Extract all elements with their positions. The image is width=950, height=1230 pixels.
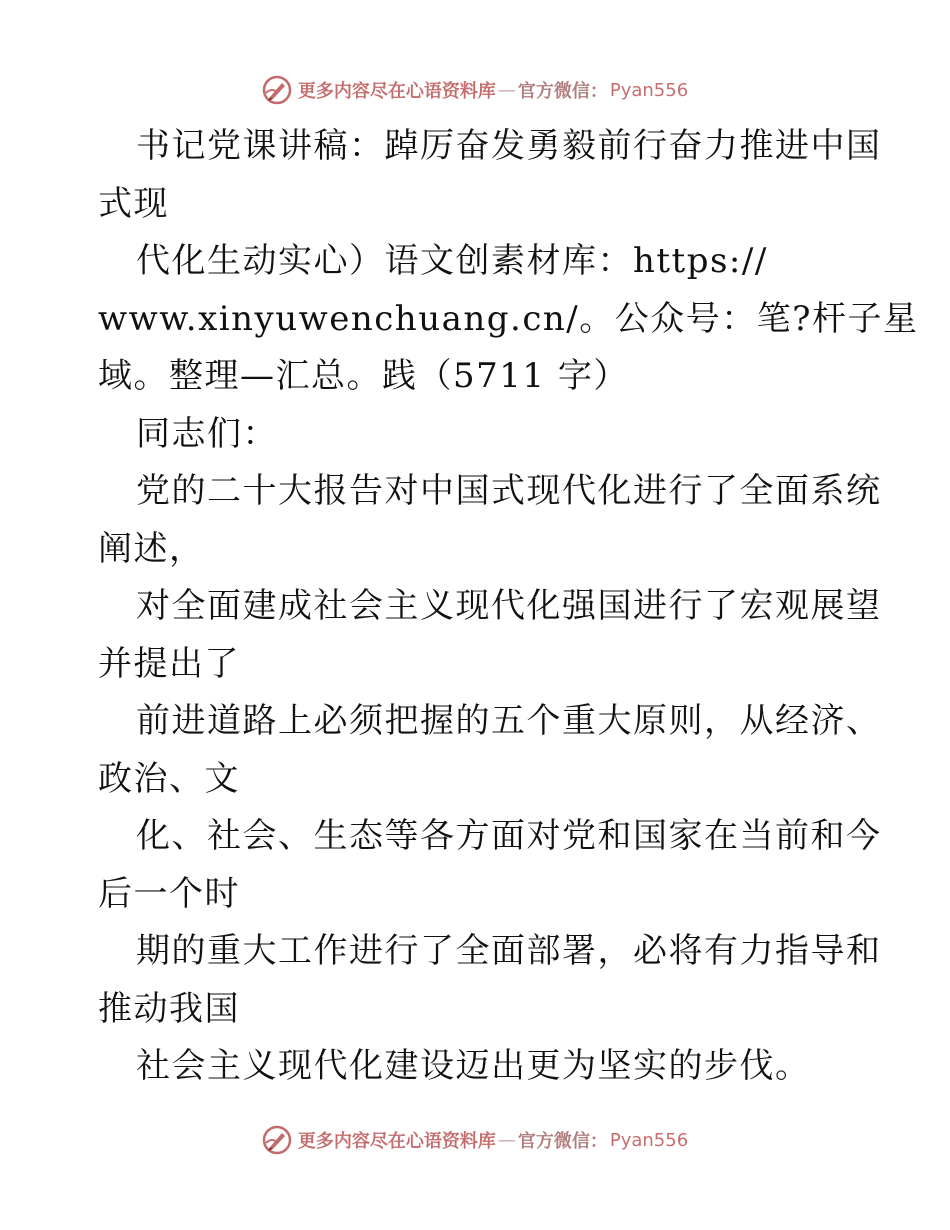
doc-line-3: 代化生动实心）语文创素材库：https:// xyxy=(136,241,768,281)
footer-watermark xyxy=(0,1120,950,1160)
doc-line-4: www.xinyuwenchuang.cn/。公众号：笔?杆子星 xyxy=(98,298,919,339)
watermark-wechat-id: Pyan556 xyxy=(609,1129,689,1151)
doc-line-1: 书记党课讲稿：踔厉奋发勇毅前行奋力推进中国 xyxy=(136,126,882,166)
doc-line-2: 式现 xyxy=(98,183,169,224)
doc-line-17: 社会主义现代化建设迈出更为坚实的步伐。 xyxy=(136,1046,811,1086)
doc-line-6: 同志们： xyxy=(136,413,278,454)
watermark-label: 官方微信： xyxy=(517,81,608,102)
document-body xyxy=(98,118,919,1096)
doc-line-7: 党的二十大报告对中国式现代化进行了全面系统 xyxy=(136,471,882,511)
watermark-wechat-id: Pyan556 xyxy=(609,79,689,101)
doc-line-14: 后一个时 xyxy=(98,873,240,914)
doc-line-8: 阐述， xyxy=(98,528,205,569)
watermark-separator: — xyxy=(497,1129,516,1151)
quill-pen-logo-icon xyxy=(262,1125,292,1155)
doc-line-10: 并提出了 xyxy=(98,643,240,684)
doc-line-13: 化、社会、生态等各方面对党和国家在当前和今 xyxy=(136,816,882,856)
watermark-separator: — xyxy=(497,79,516,101)
doc-line-15: 期的重大工作进行了全面部署，必将有力指导和 xyxy=(136,931,882,971)
watermark-text: 更多内容尽在心语资料库 xyxy=(297,81,496,102)
watermark-text: 更多内容尽在心语资料库 xyxy=(297,1131,496,1152)
doc-line-9: 对全面建成社会主义现代化强国进行了宏观展望 xyxy=(136,586,882,626)
doc-line-11: 前进道路上必须把握的五个重大原则，从经济、 xyxy=(136,701,882,741)
quill-pen-logo-icon xyxy=(262,75,292,105)
watermark-label: 官方微信： xyxy=(517,1131,608,1152)
header-watermark xyxy=(0,70,950,110)
doc-line-12: 政治、文 xyxy=(98,758,240,799)
doc-line-5: 域。整理—汇总。践（5711 字） xyxy=(98,356,629,396)
doc-line-16: 推动我国 xyxy=(98,988,240,1029)
